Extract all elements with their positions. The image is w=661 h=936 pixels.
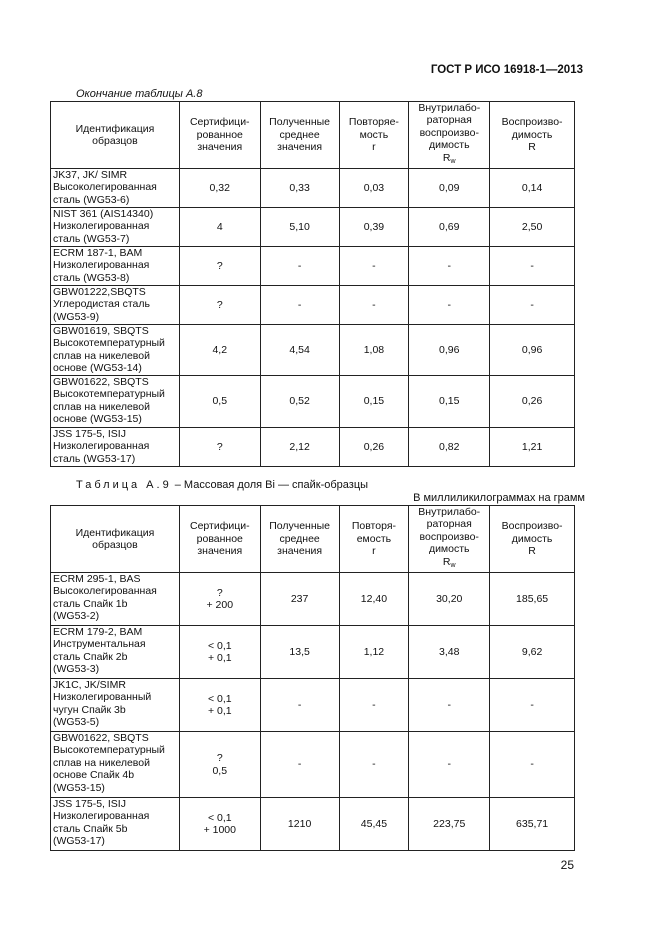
header-reproducibility: Воспроизво- димость R (490, 506, 575, 573)
table-row (51, 428, 575, 467)
table-row (51, 208, 575, 247)
mean-value: - (260, 679, 339, 732)
reproducibility-value: 0,26 (490, 376, 575, 428)
header-intralab (409, 506, 490, 573)
table-a9-label: Таблица А.9 (76, 479, 172, 491)
reproducibility-value: - (490, 286, 575, 325)
intralab-value: 223,75 (409, 798, 490, 851)
sample-id: ECRM 179-2, BAM Инструментальная сталь Спайк 2b (WG53-3) (51, 626, 180, 679)
sample-id: JK1C, JK/SIMR Низколегированный чугун Спайк 3b (WG53-5) (51, 679, 180, 732)
certified-value: 4 (179, 208, 260, 247)
sample-id: GBW01622, SBQTS Высокотемпературный сплав на никелевой основе Спайк 4b (WG53-15) (51, 732, 180, 798)
sample-id: GBW01619, SBQTS Высокотемпературный сплав на никелевой основе (WG53-14) (51, 325, 180, 376)
mean-value: 5,10 (260, 208, 339, 247)
repeatability-value: 12,40 (339, 573, 409, 626)
certified-value: 4,2 (179, 325, 260, 376)
sample-id: ECRM 187-1, BAM Низколегированная сталь (WG53-8) (51, 247, 180, 286)
sample-id: JSS 175-5, ISIJ Низколегированная сталь Спайк 5b (WG53-17) (51, 798, 180, 851)
table-a9 (50, 505, 575, 851)
table-a9-title: – Массовая доля Bi — спайк-образцы (171, 479, 369, 491)
certified-value: < 0,1 + 0,1 (179, 679, 260, 732)
certified-value: < 0,1 + 1000 (179, 798, 260, 851)
table-a8-caption: Окончание таблицы А.8 (76, 88, 203, 100)
intralab-value: 0,69 (409, 208, 490, 247)
intralab-value: 0,82 (409, 428, 490, 467)
mean-value: 237 (260, 573, 339, 626)
page-number: 25 (560, 858, 574, 872)
intralab-value: 0,96 (409, 325, 490, 376)
sample-id: GBW01222,SBQTS Углеродистая сталь (WG53-9) (51, 286, 180, 325)
mean-value: 1210 (260, 798, 339, 851)
header-sample-id: Идентификация образцов (51, 506, 180, 573)
sample-id: JSS 175-5, ISIJ Низколегированная сталь (WG53-17) (51, 428, 180, 467)
repeatability-value: 1,12 (339, 626, 409, 679)
mean-value: - (260, 732, 339, 798)
certified-value: ? + 200 (179, 573, 260, 626)
mean-value: 0,33 (260, 169, 339, 208)
table-row (51, 626, 575, 679)
header-certified: Сертифици- рованное значения (179, 506, 260, 573)
certified-value: ? (179, 247, 260, 286)
table-row (51, 573, 575, 626)
header-intralab (409, 102, 490, 169)
header-repeatability: Повторя- емость r (339, 506, 409, 573)
certified-value: 0,5 (179, 376, 260, 428)
table-row (51, 247, 575, 286)
rw-subscript: w (450, 157, 456, 165)
table-row (51, 798, 575, 851)
table-row (51, 325, 575, 376)
rw-symbol: R (442, 151, 451, 164)
sample-id: NIST 361 (AIS14340) Низколегированная сталь (WG53-7) (51, 208, 180, 247)
sample-id: GBW01622, SBQTS Высокотемпературный сплав на никелевой основе (WG53-15) (51, 376, 180, 428)
repeatability-value: 0,15 (339, 376, 409, 428)
repeatability-value: 1,08 (339, 325, 409, 376)
intralab-value: 3,48 (409, 626, 490, 679)
mean-value: 4,54 (260, 325, 339, 376)
table-row (51, 679, 575, 732)
rw-symbol: R (442, 555, 451, 568)
mean-value: - (260, 247, 339, 286)
intralab-value: 0,15 (409, 376, 490, 428)
header-certified: Сертифици- рованное значения (179, 102, 260, 169)
reproducibility-value: - (490, 732, 575, 798)
certified-value: ? (179, 286, 260, 325)
table-row (51, 376, 575, 428)
intralab-value: - (409, 247, 490, 286)
repeatability-value: 0,26 (339, 428, 409, 467)
reproducibility-value: 185,65 (490, 573, 575, 626)
intralab-value: 30,20 (409, 573, 490, 626)
mean-value: - (260, 286, 339, 325)
table-a9-caption (76, 479, 368, 491)
reproducibility-value: 635,71 (490, 798, 575, 851)
mean-value: 13,5 (260, 626, 339, 679)
header-mean: Полученные среднее значения (260, 506, 339, 573)
repeatability-value: 0,03 (339, 169, 409, 208)
reproducibility-value: 9,62 (490, 626, 575, 679)
reproducibility-value: 0,96 (490, 325, 575, 376)
header-repeatability: Повторяе- мость r (339, 102, 409, 169)
reproducibility-value: 2,50 (490, 208, 575, 247)
header-intralab-label: Внутрилабо- раторная воспроизво- димость (418, 102, 481, 152)
header-intralab-label: Внутрилабо- раторная воспроизво- димость (418, 506, 481, 556)
reproducibility-value: - (490, 247, 575, 286)
certified-value: 0,32 (179, 169, 260, 208)
table-row (51, 169, 575, 208)
sample-id: ECRM 295-1, BAS Высоколегированная сталь Спайк 1b (WG53-2) (51, 573, 180, 626)
reproducibility-value: 0,14 (490, 169, 575, 208)
certified-value: < 0,1 + 0,1 (179, 626, 260, 679)
certified-value: ? (179, 428, 260, 467)
intralab-value: - (409, 679, 490, 732)
table-header-row (51, 102, 575, 169)
header-mean: Полученные среднее значения (260, 102, 339, 169)
reproducibility-value: 1,21 (490, 428, 575, 467)
repeatability-value: - (339, 247, 409, 286)
intralab-value: - (409, 286, 490, 325)
mean-value: 2,12 (260, 428, 339, 467)
table-row (51, 732, 575, 798)
repeatability-value: - (339, 732, 409, 798)
sample-id: JK37, JK/ SIMR Высоколегированная сталь (WG53-6) (51, 169, 180, 208)
table-header-row (51, 506, 575, 573)
header-sample-id: Идентификация образцов (51, 102, 180, 169)
table-a8 (50, 101, 575, 467)
intralab-value: 0,09 (409, 169, 490, 208)
reproducibility-value: - (490, 679, 575, 732)
repeatability-value: - (339, 679, 409, 732)
rw-subscript: w (450, 561, 456, 569)
intralab-value: - (409, 732, 490, 798)
standard-designation: ГОСТ Р ИСО 16918-1—2013 (430, 64, 583, 76)
repeatability-value: 45,45 (339, 798, 409, 851)
table-a9-units: В миллиликилограммах на грамм (413, 492, 585, 504)
certified-value: ? 0,5 (179, 732, 260, 798)
mean-value: 0,52 (260, 376, 339, 428)
repeatability-value: - (339, 286, 409, 325)
repeatability-value: 0,39 (339, 208, 409, 247)
header-reproducibility: Воспроизво- димость R (490, 102, 575, 169)
table-row (51, 286, 575, 325)
